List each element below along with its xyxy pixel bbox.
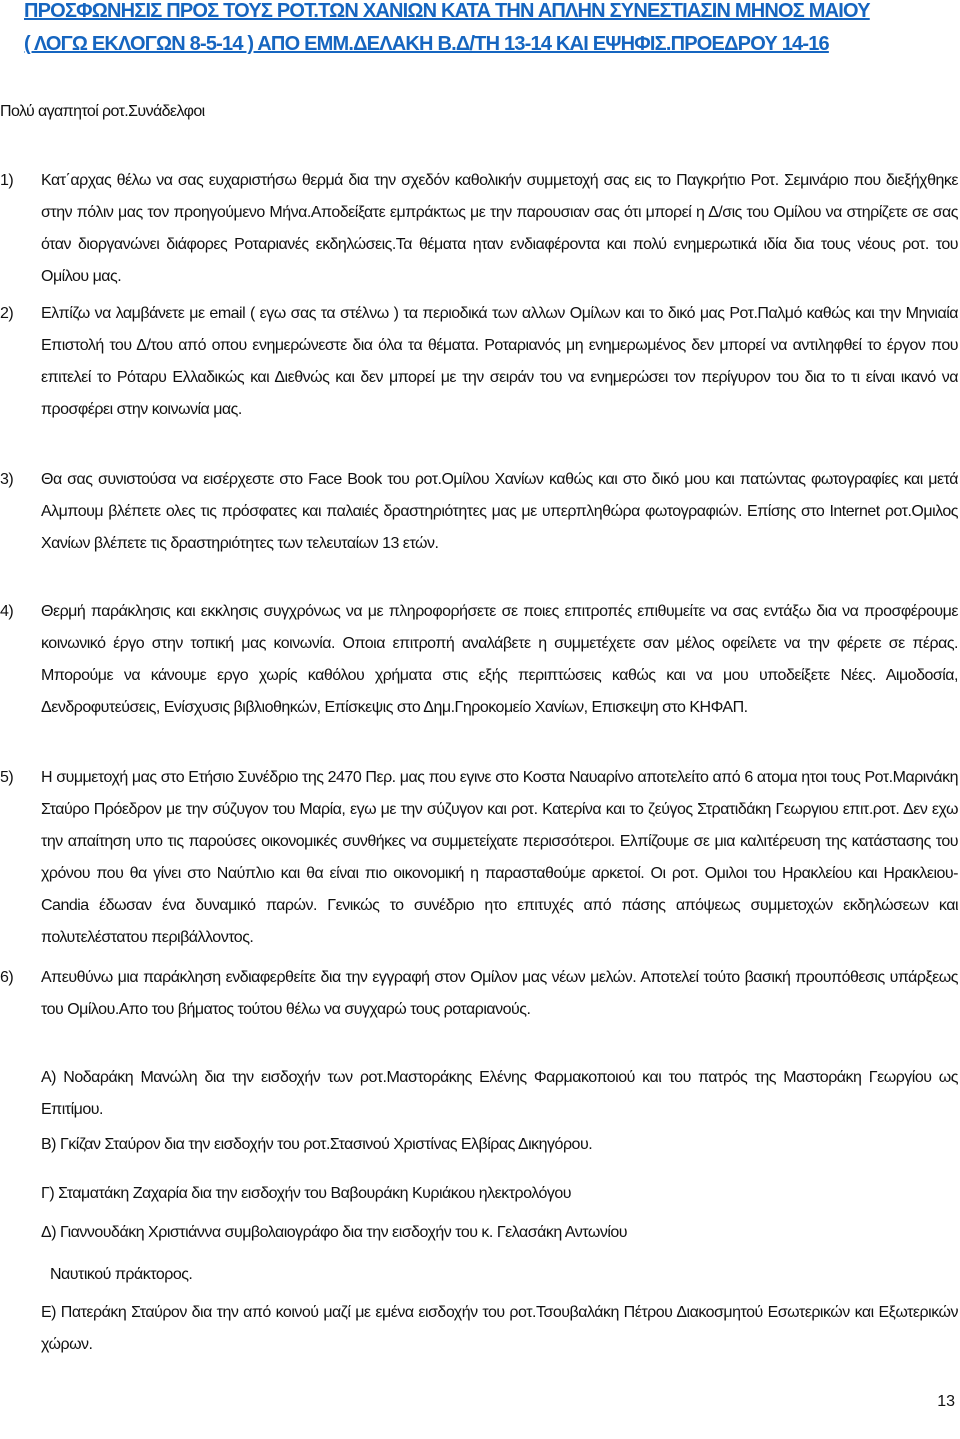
- sub-item-d-continued: Ναυτικού πράκτορος.: [50, 1266, 193, 1283]
- list-item-number: 5): [0, 769, 14, 786]
- list-item-6: [0, 962, 958, 1026]
- list-item-3: [0, 464, 958, 560]
- sub-item-d: Δ) Γιαννουδάκη Χριστιάννα συμβολαιογράφο δια την εισδοχήν του κ. Γελασάκη Αντωνίου: [41, 1224, 628, 1241]
- list-item-number: 2): [0, 305, 14, 322]
- list-item-text: Θερμή παράκλησις και εκκλησις συγχρόνως να με πληροφορήσετε σε ποιες επιτροπές επιθυμείτε να σας εντάξω δια να προσφέρουμε κοινωνικό έργο στην τοπική μας κοινωνία. Οποια επιτροπή αναλάβετε η συμμετέχετε σαν μέλος οφείλετε να την φέρετε σε πέρας. Μπορούμε να κάνουμε εργο χωρίς καθόλου χρήματα στις εξής περιπτώσεις καθώς και να μου υποδείξετε Νέες. Αιμοδοσία, Δενδροφυτεύσεις, Ενίσχυσις βιβλιοθηκών, Επίσκεψις στο Δημ.Γηροκομείο Χανίων, Επισκεψη στο ΚΗΦΑΠ.: [41, 603, 958, 716]
- list-item-5: [0, 762, 958, 954]
- list-item-2: [0, 298, 958, 426]
- document-title-line-2: ( ΛΟΓΩ ΕΚΛΟΓΩΝ 8-5-14 ) ΑΠΟ ΕΜΜ.ΔΕΛΑΚΗ Β.Δ/ΤΗ 13-14 ΚΑΙ ΕΨΗΦΙΣ.ΠΡΟΕΔΡΟΥ 14-16: [24, 33, 829, 55]
- list-item-number: 6): [0, 969, 14, 986]
- document-title-line-1: ΠΡΟΣΦΩΝΗΣΙΣ ΠΡΟΣ ΤΟΥΣ ΡΟΤ.ΤΩΝ ΧΑΝΙΩΝ ΚΑΤΑ ΤΗΝ ΑΠΛΗΝ ΣΥΝΕΣΤΙΑΣΙΝ ΜΗΝΟΣ ΜΑΙΟΥ: [24, 0, 870, 22]
- list-item-number: 3): [0, 471, 14, 488]
- sub-item-b: Β) Γκίζαν Σταύρον δια την εισδοχήν του ροτ.Στασινού Χριστίνας Ελβίρας Δικηγόρου.: [41, 1136, 593, 1153]
- list-item-number: 4): [0, 603, 14, 620]
- list-item-text: Η συμμετοχή μας στο Ετήσιο Συνέδριο της 2470 Περ. μας που εγινε στο Κοστα Ναυαρίνο αποτελείτο από 6 ατομα ητοι τους Ροτ.Μαρινάκη Σταύρο Πρόεδρον με την σύζυγον του Μαρία, εγω με την σύζυγον και ροτ. Κατερίνα και το ζεύγος Στρατιδάκη Γεωργιου επιτ.ροτ. Δεν εχω την απαίτηση υπο τις παρούσες οικονομικές συνθήκες να συμμετείχατε περισσότεροι. Ελπίζουμε σε μια καλιτέρευση της κατάστασης του χρόνου που θα γίνει στο Ναύπλιο και θα είναι πιο οικονομική η παρασταθούμε αρκετοί. Οι ροτ. Ομιλοι του Ηρακλείου και Ηρακλειου-Candia έδωσαν ένα δυναμικό παρών. Γενικώς το συνέδριο ητο επιτυχές από πάσης απόψεως συμμετοχών εκδηλώσεων και πολυτελέστατου περιβάλλοντος.: [41, 769, 958, 946]
- page-number: 13: [937, 1393, 955, 1410]
- greeting: Πολύ αγαπητοί ροτ.Συνάδελφοι: [0, 103, 205, 120]
- list-item-4: [0, 596, 958, 724]
- list-item-text: Απευθύνω μια παράκληση ενδιαφερθείτε δια την εγγραφή στον Ομίλον μας νέων μελών. Αποτελεί τούτο βασική προυπόθεσις υπάρξεως του Ομίλου.Απο του βήματος τούτου θέλω να συγχαρώ τους ροταριανούς.: [41, 969, 958, 1018]
- list-item-number: 1): [0, 172, 14, 189]
- list-item-text: Κατ΄αρχας θέλω να σας ευχαριστήσω θερμά δια την σχεδόν καθολικήν συμμετοχή σας εις το Παγκρήτιο Ροτ. Σεμινάριο που διεξήχθηκε στην πόλιν μας τον προηγούμενο Μήνα.Αποδείξατε εμπράκτως με την παρουσιαν σας ότι μπορεί η Δ/σις του Ομίλου να στηρίζετε σε σας όταν διοργανώνει διάφορες Ροταριανές εκδηλώσεις.Τα θέματα ηταν ενδιαφέροντα και πολύ ενημερωτικά ιδία δια τους νέους ροτ. του Ομίλου μας.: [41, 172, 958, 285]
- sub-item-e: Ε) Πατεράκη Σταύρον δια την από κοινού μαζί με εμένα εισδοχήν του ροτ.Τσουβαλάκη Πέτρου Διακοσμητού Εσωτερικών και Εξωτερικών χώρων.: [41, 1304, 958, 1353]
- sub-item-a: Α) Νοδαράκη Μανώλη δια την εισδοχήν των ροτ.Μαστοράκης Ελένης Φαρμακοποιού και του πατρός της Μαστοράκη Γεωργίου ως Επιτίμου.: [41, 1069, 958, 1118]
- list-item-text: Ελπίζω να λαμβάνετε με email ( εγω σας τα στέλνω ) τα περιοδικά των αλλων Ομίλων και το δικό μας Ροτ.Παλμό καθώς και την Μηνιαία Επιστολή του Δ/του από οπου ενημερώνεστε δια όλα τα θέματα. Ροταριανός μη ενημερωμένος δεν μπορεί να αντιληφθεί το έργον που επιτελεί το Ρόταρυ Ελλαδικώς και Διεθνώς και δεν μπορεί με την σειράν του να ενημερώσει τον περίγυρον του δια το τι είναι ικανό να προσφέρει στην κοινωνία μας.: [41, 305, 958, 418]
- list-item-1: [0, 165, 958, 293]
- sub-item-g: Γ) Σταματάκη Ζαχαρία δια την εισδοχήν του Βαβουράκη Κυριάκου ηλεκτρολόγου: [41, 1185, 572, 1202]
- list-item-text: Θα σας συνιστούσα να εισέρχεστε στο Face Book του ροτ.Ομίλου Χανίων καθώς και στο δικό μου και πατώντας φωτογραφίες και μετά Αλμπουμ βλέπετε ολες τις πρόσφατες και παλαιές δραστηριότητες μας με υπερπληθώρα φωτογραφιών. Επίσης στο Internet ροτ.Ομιλος Χανίων βλέπετε τις δραστηριότητες των τελευταίων 13 ετών.: [41, 471, 958, 552]
